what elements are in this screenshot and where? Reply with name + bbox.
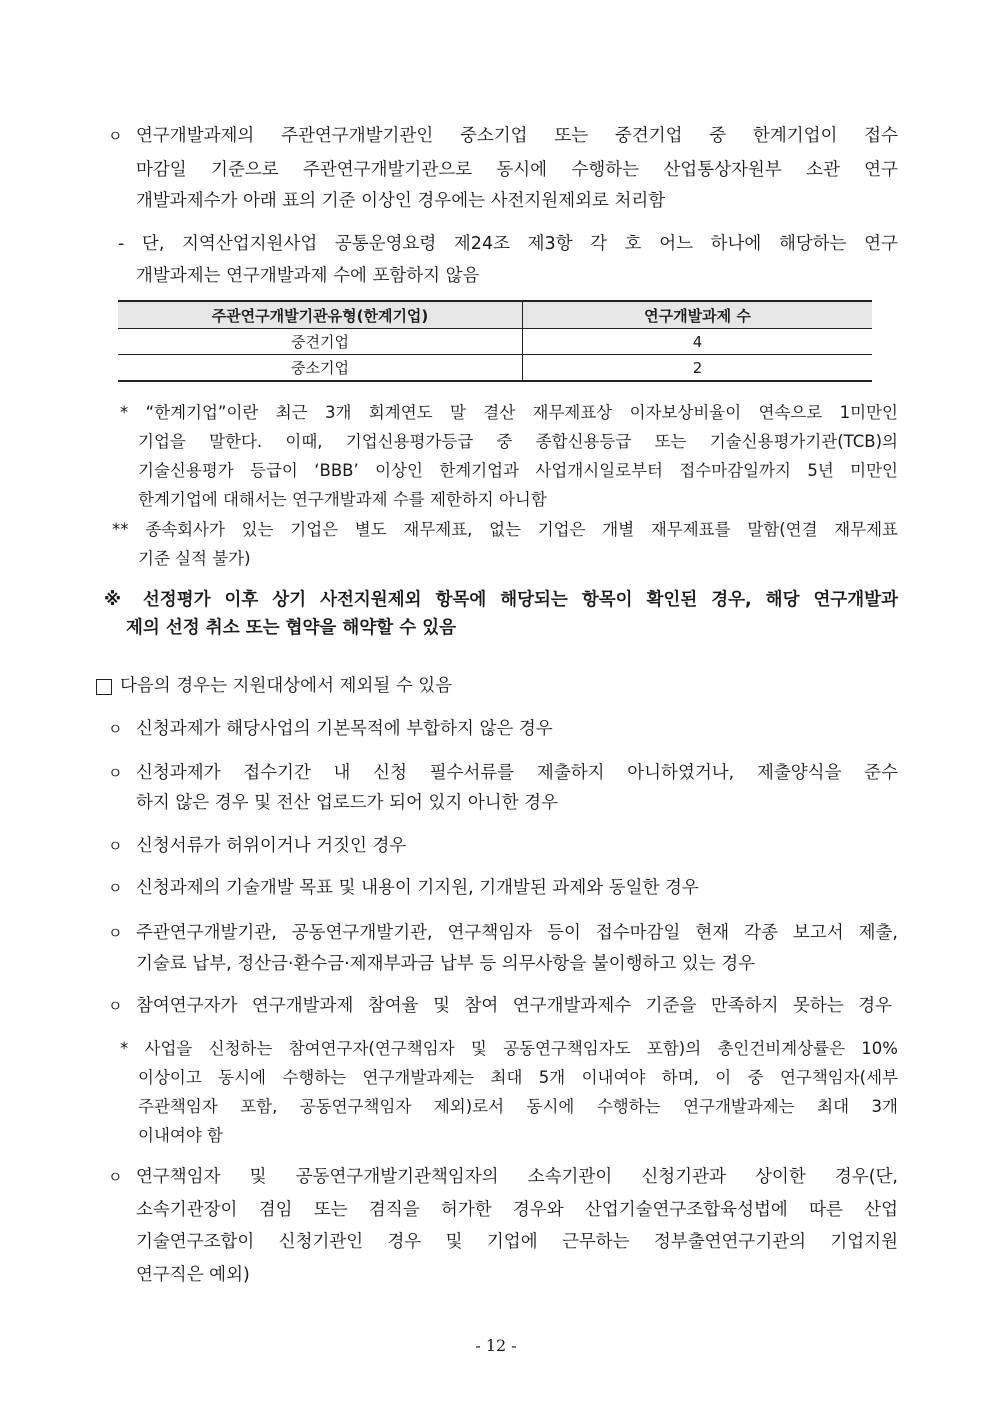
warning-line: 제의 선정 취소 또는 협약을 해약할 수 있음 [126,618,457,638]
warning-line: ※ 선정평가 이후 상기 사전지원제외 항목에 해당되는 항목이 확인된 경우, 해당 연구개발과 [104,590,898,610]
bullet-circle: ㅇ [108,879,123,897]
list-item: 주관연구개발기관, 공동연구개발기관, 연구책임자 등이 접수마감일 현재 각종 보고서 제출, [136,923,898,943]
bullet-circle: ㅇ [108,764,123,782]
table-cell: 4 [523,329,873,355]
bullet-circle: ㅇ [108,837,123,855]
table-cell: 중견기업 [118,329,523,355]
footnote-line: * “한계기업”이란 최근 3개 회계연도 말 결산 재무제표상 이자보상비율이 연속으로 1미만인 [120,403,898,422]
table-cell: 2 [523,355,873,382]
bullet-circle: ㅇ [108,127,123,145]
table-cell: 중소기업 [118,355,523,382]
paragraph-line: 연구개발과제의 주관연구개발기관인 중소기업 또는 중견기업 중 한계기업이 접수 [136,126,898,146]
list-item: 소속기관장이 겸임 또는 겸직을 허가한 경우와 산업기술연구조합육성법에 따른 산업 [136,1200,898,1220]
list-item: 신청서류가 허위이거나 거짓인 경우 [136,836,407,856]
table-header: 연구개발과제 수 [523,301,873,329]
paragraph-line: 개발과제수가 아래 표의 기준 이상인 경우에는 사전지원제외로 처리함 [136,191,666,211]
list-item: 신청과제가 접수기간 내 신청 필수서류를 제출하지 아니하였거나, 제출양식을 준수 [136,763,898,783]
list-item: 연구직은 예외) [136,1265,250,1285]
list-item: 신청과제가 해당사업의 기본목적에 부합하지 않은 경우 [136,719,553,739]
list-item: 참여연구자가 연구개발과제 참여율 및 참여 연구개발과제수 기준을 만족하지 못하는 경우 [136,996,892,1016]
bullet-circle: ㅇ [108,924,123,942]
table-header: 주관연구개발기관유형(한계기업) [118,301,523,329]
footnote-line: * 사업을 신청하는 참여연구자(연구책임자 및 공동연구책임자도 포함)의 총인건비계상률은 10% [120,1039,898,1058]
footnote-line: ** 종속회사가 있는 기업은 별도 재무제표, 없는 기업은 개별 재무제표를 말함(연결 재무제표 [112,520,898,539]
checkbox-square-icon [96,679,112,695]
bullet-circle: ㅇ [108,720,123,738]
dash-line: 개발과제는 연구개발과제 수에 포함하지 않음 [136,266,480,286]
footnote-line: 기준 실적 불가) [138,549,251,568]
bullet-circle: ㅇ [108,997,123,1015]
dash-line: - 단, 지역산업지원사업 공통운영요령 제24조 제3항 각 호 어느 하나에 해당하는 연구 [118,234,898,254]
table-row [118,329,872,355]
footnote-line: 주관책임자 포함, 공동연구책임자 제외)로서 동시에 수행하는 연구개발과제는 최대 3개 [138,1097,898,1116]
list-item: 기술연구조합이 신청기관인 경우 및 기업에 근무하는 정부출연연구기관의 기업지원 [136,1232,898,1252]
paragraph-line: 마감일 기준으로 주관연구개발기관으로 동시에 수행하는 산업통상자원부 소관 연구 [136,160,898,180]
criteria-table [118,300,872,382]
footnote-line: 이상이고 동시에 수행하는 연구개발과제는 최대 5개 이내여야 하며, 이 중 연구책임자(세부 [138,1068,898,1087]
list-item: 신청과제의 기술개발 목표 및 내용이 기지원, 기개발된 과제와 동일한 경우 [136,878,699,898]
list-item: 연구책임자 및 공동연구개발기관책임자의 소속기관이 신청기관과 상이한 경우(단, [136,1167,898,1187]
footnote-line: 기업을 말한다. 이때, 기업신용평가등급 중 종합신용등급 또는 기술신용평가기관(TCB)의 [138,432,898,451]
section-heading: 다음의 경우는 지원대상에서 제외될 수 있음 [120,676,453,696]
page-number: - 12 - [475,1336,517,1355]
bullet-circle: ㅇ [108,1168,123,1186]
footnote-line: 한계기업에 대해서는 연구개발과제 수를 제한하지 아니함 [138,490,547,509]
list-item: 기술료 납부, 정산금·환수금·제재부과금 납부 등 의무사항을 불이행하고 있는 경우 [136,954,756,974]
footnote-line: 이내여야 함 [138,1126,223,1145]
table-row [118,355,872,382]
footnote-line: 기술신용평가 등급이 ‘BBB’ 이상인 한계기업과 사업개시일로부터 접수마감일까지 5년 미만인 [138,461,898,480]
list-item: 하지 않은 경우 및 전산 업로드가 되어 있지 아니한 경우 [136,793,558,813]
